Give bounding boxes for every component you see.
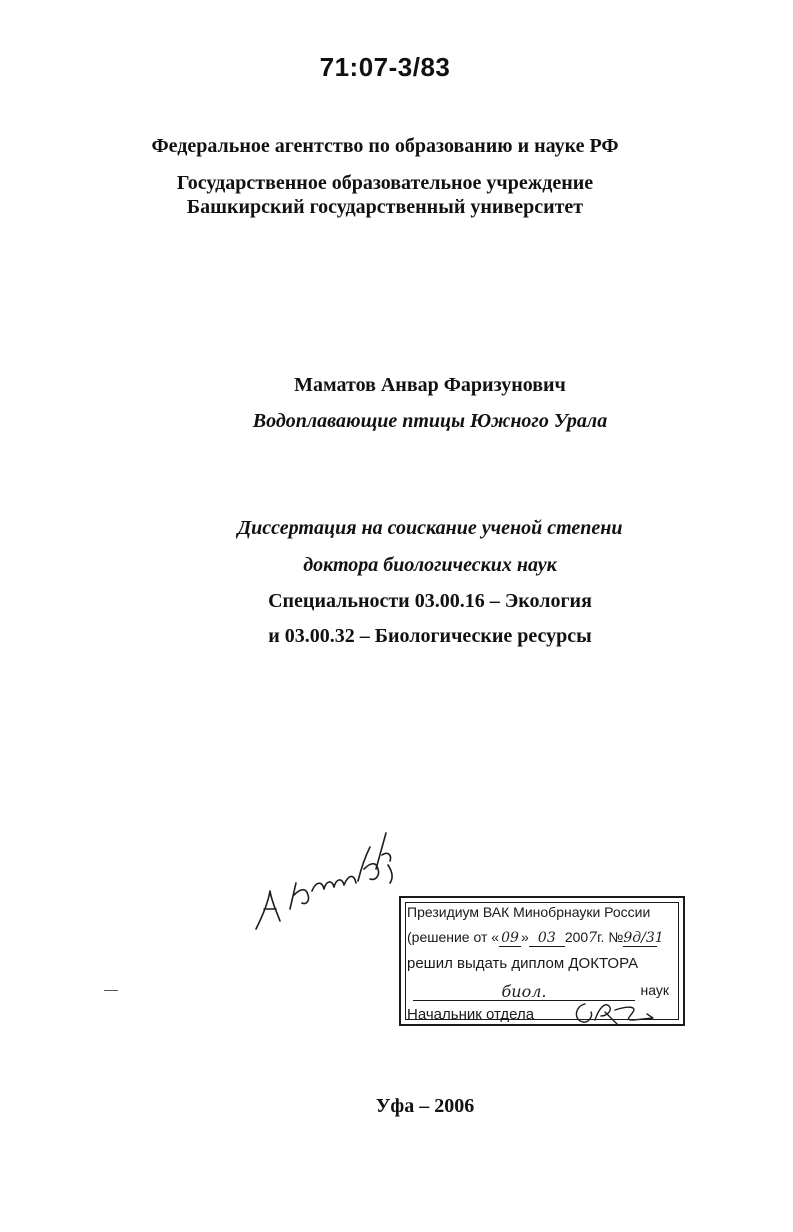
decision-number: 9д/31 — [623, 930, 664, 946]
degree-line-1: Диссертация на соискание ученой степени — [237, 517, 623, 539]
scan-mark — [104, 990, 118, 991]
degree-line-2: доктора биологических наук — [303, 554, 557, 576]
decision-prefix: (решение от « — [407, 929, 500, 945]
institution-type: Государственное образовательное учреждение — [176, 172, 594, 194]
stamp-head-line — [407, 1006, 534, 1023]
university-name: Башкирский государственный университет — [186, 196, 584, 218]
field-handwritten: биол. — [413, 982, 635, 1001]
decision-month: 03 — [529, 930, 565, 947]
specialty-line-2: и 03.00.32 – Биологические ресурсы — [268, 625, 592, 647]
city-year: Уфа – 2006 — [375, 1095, 475, 1117]
field-suffix: наук — [640, 982, 669, 998]
handwritten-signature — [250, 825, 410, 935]
stamp-decision-line — [407, 929, 664, 947]
decision-year-suffix: г. № — [597, 929, 624, 945]
decision-year-prefix: 200 — [564, 929, 589, 945]
stamp-signature — [571, 998, 661, 1028]
decision-year-digit: 7 — [588, 930, 598, 946]
decision-quote: » — [521, 929, 529, 945]
catalog-number: 71:07-3/83 — [319, 52, 451, 82]
author-name: Маматов Анвар Фаризунович — [294, 374, 566, 396]
specialty-line-1: Специальности 03.00.16 – Экология — [268, 590, 592, 612]
decision-day: 09 — [499, 930, 521, 947]
stamp-header: Президиум ВАК Минобрнауки России — [407, 904, 651, 920]
agency-name: Федеральное агентство по образованию и науке РФ — [151, 135, 619, 157]
vak-stamp — [399, 896, 685, 1026]
head-label: Начальник отдела — [407, 1006, 535, 1023]
stamp-award-line: решил выдать диплом ДОКТОРА — [407, 955, 639, 972]
dissertation-title: Водоплавающие птицы Южного Урала — [252, 410, 608, 432]
